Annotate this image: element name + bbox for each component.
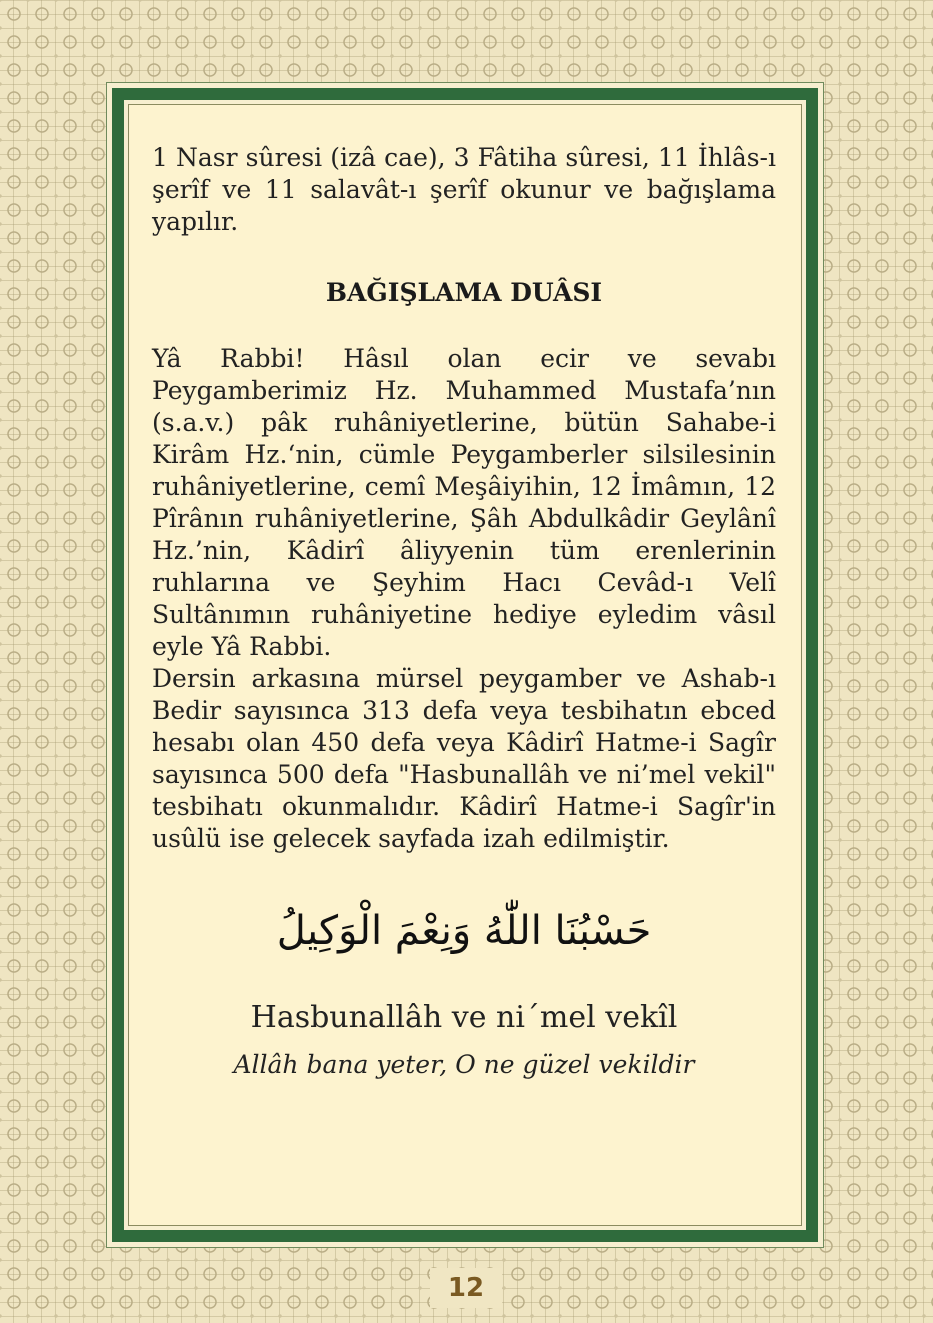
section-heading: BAĞIŞLAMA DUÂSI xyxy=(325,278,603,307)
arabic-verse: حَسْبُنَا اللّٰهُ وَنِعْمَ الْوَكِيلُ xyxy=(276,908,652,954)
page-number: 12 xyxy=(430,1268,502,1308)
intro-paragraph: 1 Nasr sûresi (izâ cae), 3 Fâtiha sûresi, 11 İhlâs-ı şerîf ve 11 salavât-ı şerîf okunur ve bağışlama yapılır. xyxy=(152,143,776,236)
translation: Allâh bana yeter, O ne güzel vekildir xyxy=(233,1050,695,1079)
instruction-paragraph: Dersin arkasına mürsel peygamber ve Ashab-ı Bedir sayısınca 313 defa veya tesbihatın ebced hesabı olan 450 defa veya Kâdirî Hatme-i Sagîr sayısınca 500 defa "Hasbunallâh ve ni’mel vekil" tesbihatı okunmalıdır. Kâdirî Hatme-i Sagîr'in usûlü ise gelecek sayfada izah edilmiştir. xyxy=(152,664,776,853)
transliteration: Hasbunallâh ve ni´mel vekîl xyxy=(250,1000,678,1035)
prayer-paragraph: Yâ Rabbi! Hâsıl olan ecir ve sevabı Peygamberimiz Hz. Muhammed Mustafa’nın (s.a.v.) pâk ruhâniyetlerine, bütün Sahabe-i Kirâm Hz.‘nin, cümle Peygamberler silsilesinin ruhâniyetlerine, cemî Meşâiyihin, 12 İmâmın, 12 Pîrânın ruhâniyetlerine, Şâh Abdulkâdir Geylânî Hz.’nin, Kâdirî âliyyenin tüm erenlerinin ruhlarına ve Şeyhim Hacı Cevâd-ı Velî Sultânımın ruhâniyetine hediye eyledim vâsıl eyle Yâ Rabbi. xyxy=(152,344,776,661)
